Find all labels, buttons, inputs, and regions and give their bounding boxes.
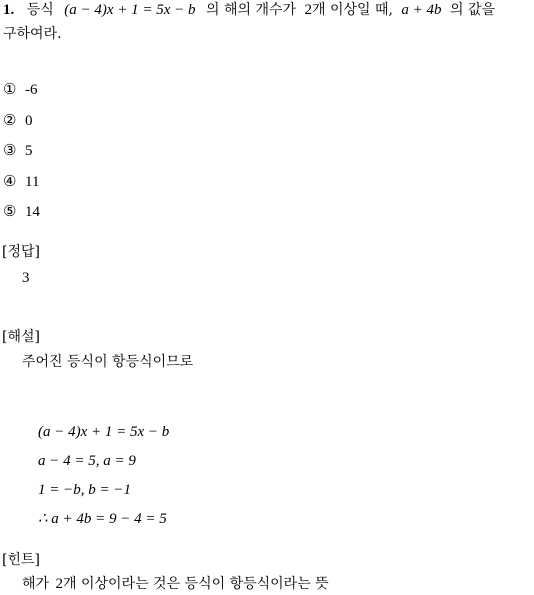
solution-step-1: (a − 4)x + 1 = 5x − b (38, 424, 170, 440)
hint-label: [힌트] (2, 552, 40, 568)
choice-4[interactable] (3, 174, 39, 190)
solution-label: [해설] (2, 329, 40, 345)
question-text: 개 이상일 때, (311, 2, 393, 18)
solution-step-2: a − 4 = 5, a = 9 (38, 453, 136, 469)
expression-inline: a + 4b (401, 2, 442, 18)
hint-number: 2 (55, 576, 64, 592)
question-text: 의 값을 (449, 2, 496, 18)
choice-value: -6 (25, 82, 38, 98)
question-text: 등식 (26, 2, 54, 18)
choice-value: 14 (25, 204, 40, 220)
solution-step-4: ∴ a + 4b = 9 − 4 = 5 (38, 511, 167, 527)
question-number: 1. (3, 2, 15, 18)
hint-text: 해가 (22, 576, 50, 592)
equation-inline: (a − 4)x + 1 = 5x − b (64, 2, 196, 18)
choice-marker: ⑤ (3, 202, 17, 220)
choice-2[interactable] (3, 113, 33, 129)
choice-1[interactable] (3, 82, 38, 98)
choice-marker: ② (3, 111, 17, 129)
choice-3[interactable] (3, 143, 33, 159)
choice-value: 11 (25, 174, 40, 190)
choice-value: 0 (25, 113, 33, 129)
solution-step-3: 1 = −b, b = −1 (38, 482, 131, 498)
solution-intro: 주어진 등식이 항등식이므로 (22, 354, 194, 370)
hint-text: 개 이상이라는 것은 등식이 항등식이라는 뜻 (63, 576, 329, 592)
choice-marker: ③ (3, 141, 17, 159)
choice-value: 5 (25, 143, 33, 159)
question-text: 의 해의 개수가 (205, 2, 297, 18)
answer-value: 3 (22, 270, 30, 286)
choice-marker: ① (3, 80, 17, 98)
answer-label: [정답] (2, 244, 40, 260)
choice-5[interactable] (3, 204, 40, 220)
choice-marker: ④ (3, 172, 17, 190)
question-number-inline: 2 (304, 2, 312, 18)
question-line-1 (3, 3, 495, 18)
question-text: 구하여라. (3, 26, 62, 42)
hint-text-line (22, 577, 329, 592)
question-line-2 (3, 27, 62, 41)
